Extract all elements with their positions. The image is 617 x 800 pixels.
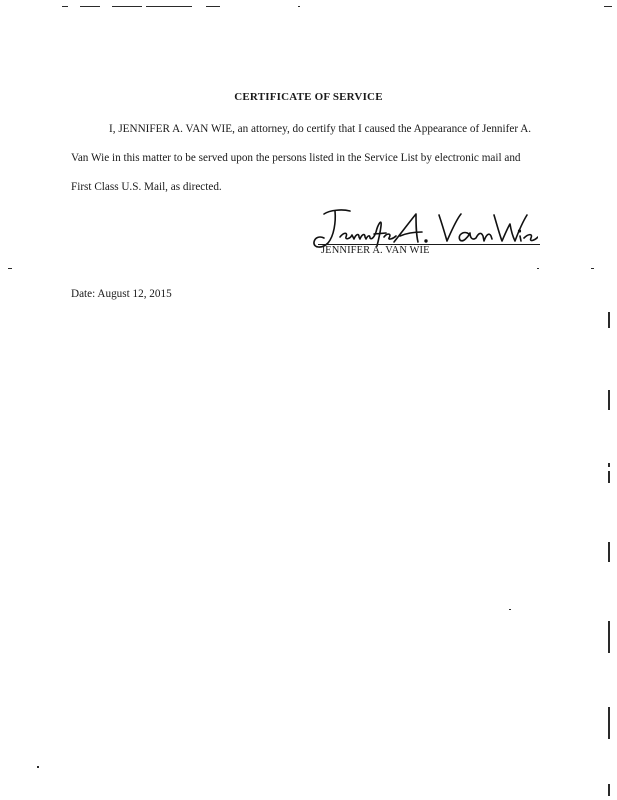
date-line: Date: August 12, 2015 (71, 288, 172, 300)
scan-mark-top-5 (206, 6, 220, 7)
scan-mark-right-2 (537, 268, 539, 269)
scan-mark-top-7 (604, 6, 612, 7)
scan-edge-4 (608, 471, 610, 483)
certification-paragraph (71, 115, 541, 202)
scan-mark-top-1 (62, 6, 68, 7)
scan-edge-3 (608, 463, 610, 467)
scan-mark-left-1 (8, 268, 12, 269)
certification-text: I, JENNIFER A. VAN WIE, an attorney, do certify that I caused the Appearance of Jennifer A. Van Wie in this matter to be served upon the persons listed in the Service List by electronic mail and First Class U.S. Mail, as directed. (71, 123, 532, 193)
scan-edge-2 (608, 390, 610, 410)
scan-edge-5 (608, 542, 610, 562)
scan-mark-left-2 (37, 766, 39, 768)
scan-mark-top-3 (112, 6, 142, 7)
scan-edge-1 (608, 312, 610, 328)
scan-mark-right-1 (591, 268, 594, 269)
document-title: CERTIFICATE OF SERVICE (234, 91, 383, 103)
signature-block (308, 206, 538, 262)
scan-mark-top-4 (146, 6, 192, 7)
scan-mark-top-2 (80, 6, 100, 7)
scan-edge-8 (608, 784, 610, 796)
signer-name: JENNIFER A. VAN WIE (321, 245, 430, 256)
scan-edge-7 (608, 707, 610, 739)
scan-edge-6 (608, 621, 610, 653)
scan-mark-top-6 (298, 6, 300, 7)
scan-mark-right-3 (509, 609, 511, 610)
